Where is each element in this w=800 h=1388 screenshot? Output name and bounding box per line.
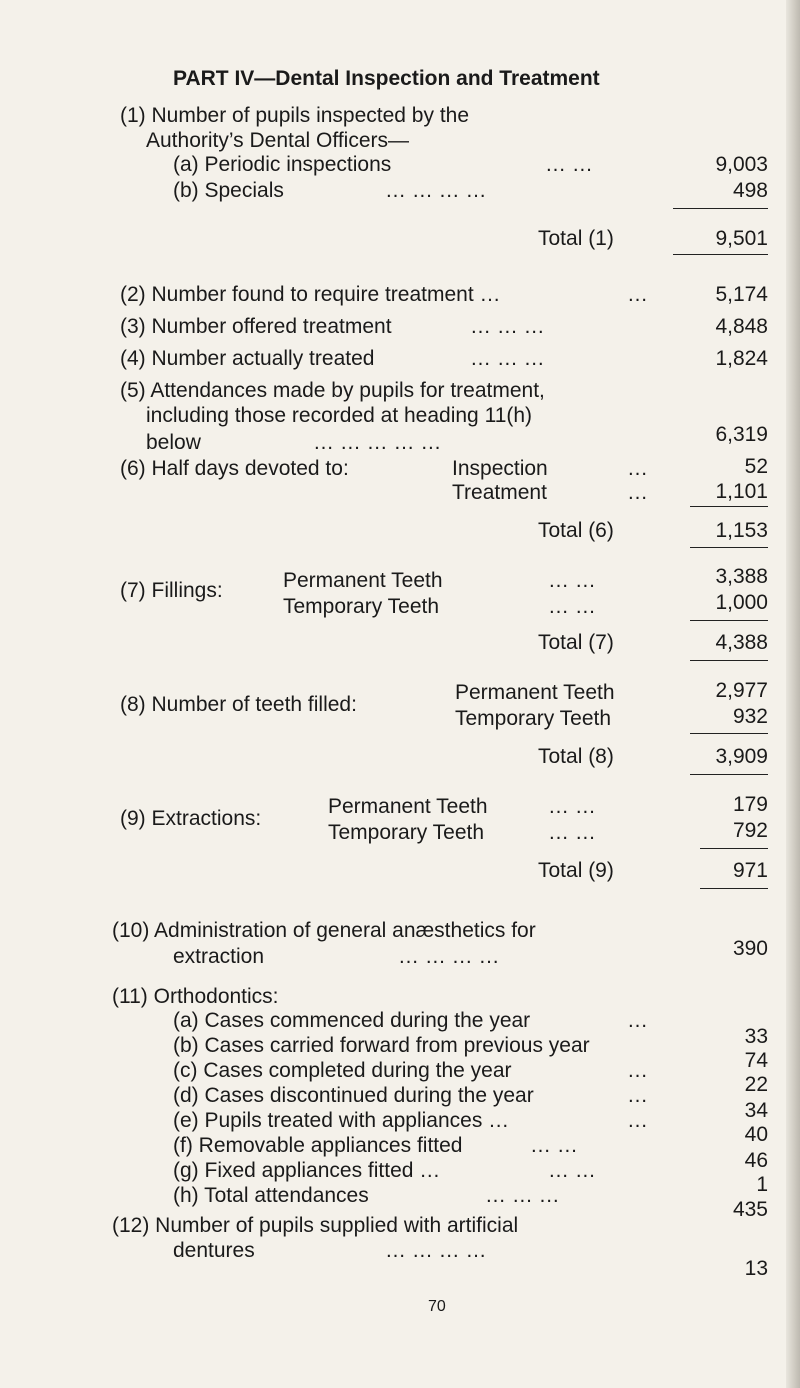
item-1-label-line1: (1) Number of pupils inspected by the	[120, 104, 470, 127]
rule	[690, 620, 768, 621]
item-6-sub1: Inspection	[452, 457, 548, 480]
item-6-dots2: …	[627, 481, 648, 504]
item-6-total-label: Total (6)	[538, 519, 614, 542]
item-8-label: (8) Number of teeth filled:	[120, 693, 357, 716]
item-7-dots1: … …	[548, 569, 596, 592]
item-1a-label: (a) Periodic inspections	[173, 153, 392, 176]
item-4-label: (4) Number actually treated	[120, 347, 375, 370]
rule	[673, 208, 768, 209]
item-9-sub2: Temporary Teeth	[328, 821, 485, 844]
item-3-label: (3) Number offered treatment	[120, 315, 392, 338]
item-11-row-value: 40	[744, 1123, 768, 1146]
item-9-value1: 179	[732, 793, 768, 816]
item-7-sub1: Permanent Teeth	[283, 569, 443, 592]
item-11-row-label: (g) Fixed appliances fitted …	[173, 1159, 441, 1182]
item-9-total-label: Total (9)	[538, 859, 614, 882]
item-5-value: 6,319	[715, 423, 768, 446]
item-8-sub1: Permanent Teeth	[455, 681, 615, 704]
rule	[690, 506, 768, 507]
page-edge	[786, 0, 800, 1388]
item-11-row-label: (f) Removable appliances fitted	[173, 1134, 463, 1157]
rule	[690, 660, 768, 661]
item-4-dots: … … …	[470, 347, 545, 370]
item-1b-value: 498	[732, 179, 768, 202]
item-5-label-line2: including those recorded at heading 11(h)	[146, 404, 533, 427]
item-6-value1: 52	[744, 455, 768, 478]
item-6-sub2: Treatment	[452, 481, 547, 504]
item-11-row-label: (d) Cases discontinued during the year	[173, 1084, 534, 1107]
item-9-label: (9) Extractions:	[120, 807, 262, 830]
item-11-label: (11) Orthodontics:	[112, 985, 279, 1008]
rule	[673, 254, 768, 255]
item-7-dots2: … …	[548, 595, 596, 618]
item-11-row-dots: …	[627, 1009, 648, 1032]
rule	[690, 733, 768, 734]
item-3-value: 4,848	[715, 315, 768, 338]
item-8-total-label: Total (8)	[538, 745, 614, 768]
item-1a-dots: … …	[545, 153, 593, 176]
item-10-label-line2: extraction	[173, 945, 265, 968]
item-8-total-value: 3,909	[715, 745, 768, 768]
item-1b-label: (b) Specials	[173, 179, 284, 202]
item-6-dots1: …	[627, 457, 648, 480]
item-7-value1: 3,388	[715, 565, 768, 588]
item-11-row-value: 34	[744, 1099, 768, 1122]
item-11-row-dots: …	[627, 1109, 648, 1132]
item-11-row-label: (b) Cases carried forward from previous year	[173, 1034, 590, 1057]
item-10-value: 390	[732, 937, 768, 960]
item-11-row-label: (e) Pupils treated with appliances …	[173, 1109, 510, 1132]
rule	[700, 888, 768, 889]
item-12-dots: … … … …	[385, 1239, 487, 1262]
item-1-label-line2: Authority’s Dental Officers—	[146, 129, 409, 152]
item-11-row-value: 74	[744, 1049, 768, 1072]
item-11-row-dots: …	[627, 1084, 648, 1107]
item-6-label: (6) Half days devoted to:	[120, 457, 349, 480]
item-9-dots2: … …	[548, 821, 596, 844]
item-7-label: (7) Fillings:	[120, 579, 223, 602]
item-8-sub2: Temporary Teeth	[455, 707, 612, 730]
rule	[700, 848, 768, 849]
item-12-label-line1: (12) Number of pupils supplied with artificial	[112, 1214, 519, 1237]
rule	[690, 547, 768, 548]
item-10-dots: … … … …	[398, 945, 500, 968]
item-10-label-line1: (10) Administration of general anæsthetics for	[112, 919, 536, 942]
item-6-total-value: 1,153	[715, 519, 768, 542]
page-number: 70	[428, 1298, 446, 1315]
item-7-total-label: Total (7)	[538, 631, 614, 654]
item-11-row-label: (h) Total attendances	[173, 1184, 369, 1207]
item-12-value: 13	[744, 1257, 768, 1280]
item-9-sub1: Permanent Teeth	[328, 795, 488, 818]
item-1-total-value: 9,501	[715, 227, 768, 250]
item-4-value: 1,824	[715, 347, 768, 370]
item-5-dots: … … … … …	[313, 431, 442, 454]
item-2-value: 5,174	[715, 283, 768, 306]
item-8-value1: 2,977	[715, 679, 768, 702]
item-1b-dots: … … … …	[385, 179, 487, 202]
item-11-row-label: (a) Cases commenced during the year	[173, 1009, 531, 1032]
item-6-value2: 1,101	[715, 480, 768, 503]
item-11-row-dots: …	[627, 1059, 648, 1082]
item-11-row-label: (c) Cases completed during the year	[173, 1059, 512, 1082]
item-7-value2: 1,000	[715, 591, 768, 614]
item-1a-value: 9,003	[715, 153, 768, 176]
item-2-dots: …	[627, 283, 648, 306]
rule	[690, 774, 768, 775]
page-title: PART IV—Dental Inspection and Treatment	[173, 67, 600, 90]
item-9-dots1: … …	[548, 795, 596, 818]
item-11-row-dots: … … …	[485, 1184, 560, 1207]
item-11-row-value: 22	[744, 1073, 768, 1096]
item-11-row-value: 33	[744, 1025, 768, 1048]
item-2-label: (2) Number found to require treatment …	[120, 283, 501, 306]
item-5-label-line1: (5) Attendances made by pupils for treatment,	[120, 379, 545, 402]
item-11-row-value: 46	[744, 1149, 768, 1172]
item-11-row-dots: … …	[530, 1134, 578, 1157]
item-7-sub2: Temporary Teeth	[283, 595, 440, 618]
item-3-dots: … … …	[470, 315, 545, 338]
item-7-total-value: 4,388	[715, 631, 768, 654]
item-8-value2: 932	[732, 705, 768, 728]
item-11-row-dots: … …	[548, 1159, 596, 1182]
item-12-label-line2: dentures	[173, 1239, 255, 1262]
item-9-value2: 792	[732, 819, 768, 842]
item-5-label-line3: below	[146, 431, 201, 454]
item-9-total-value: 971	[732, 859, 768, 882]
item-11-row-value: 435	[732, 1198, 768, 1221]
item-1-total-label: Total (1)	[538, 227, 614, 250]
item-11-row-value: 1	[756, 1173, 768, 1196]
